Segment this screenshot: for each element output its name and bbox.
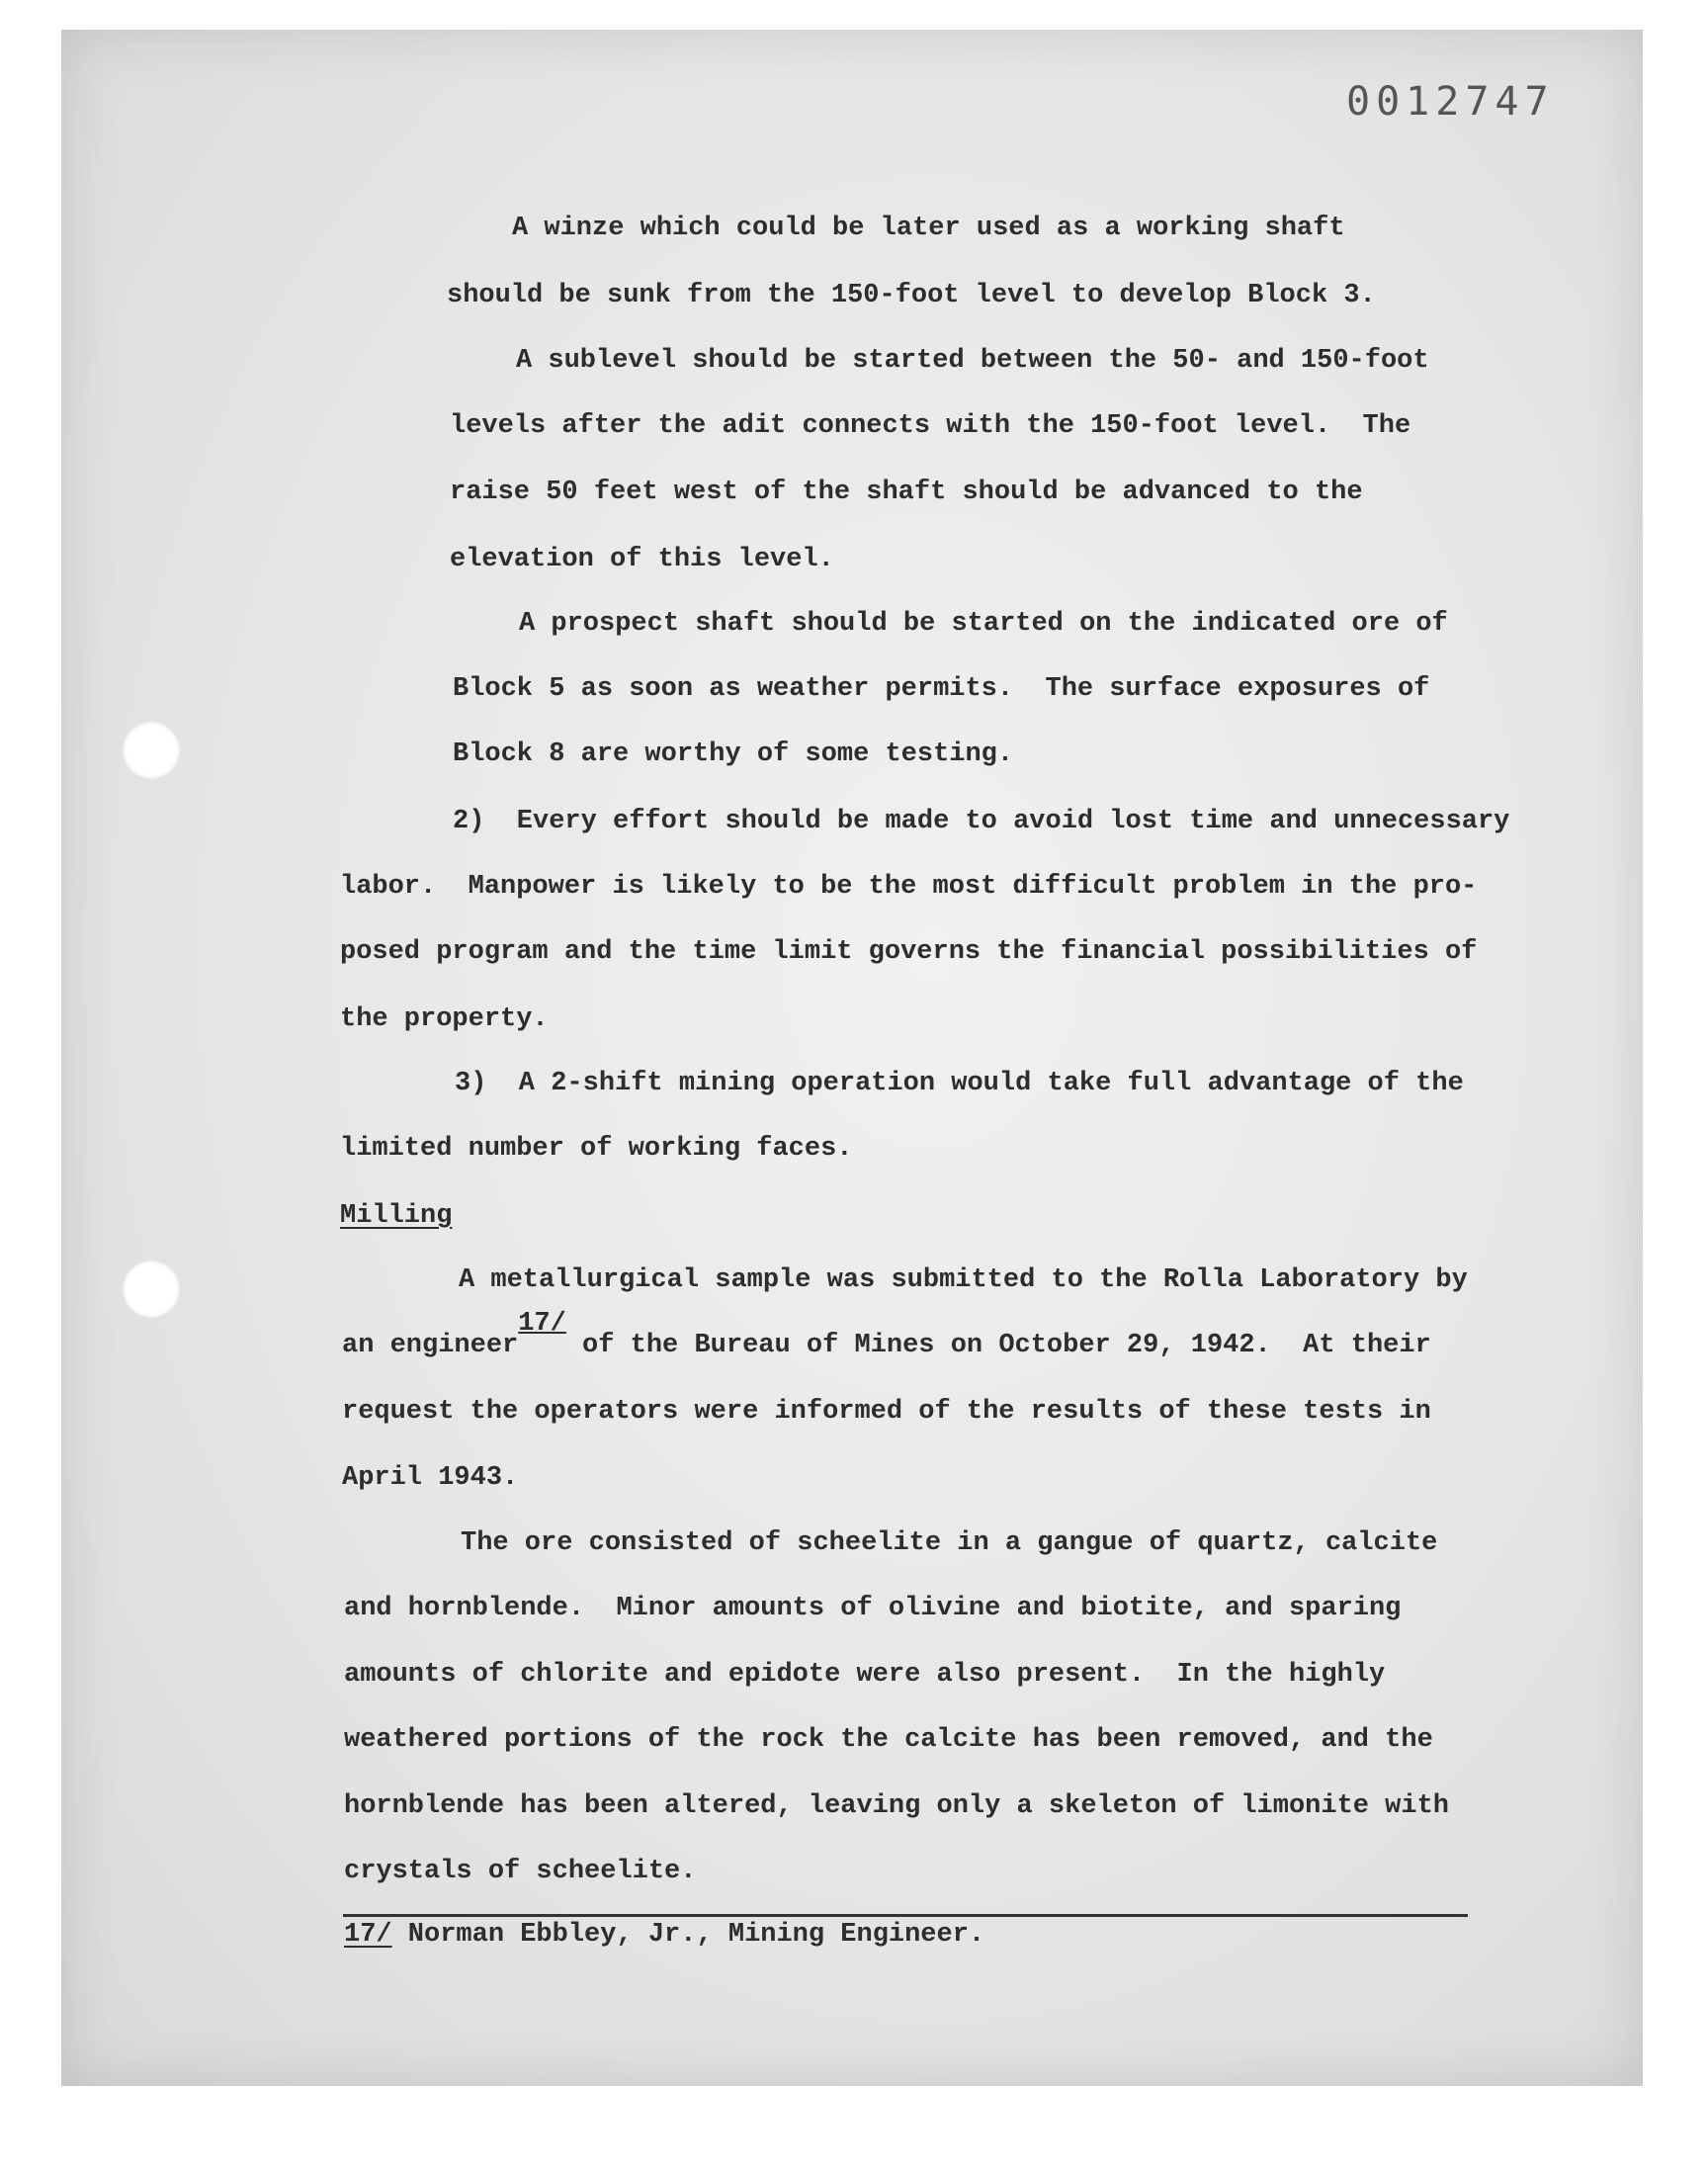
footnote-reference: 17/ [518,1309,566,1339]
text-line: the property. [340,1004,549,1034]
text-fragment: an engineer [342,1331,519,1360]
text-line: amounts of chlorite and epidote were also present. In the highly [344,1660,1386,1690]
text-line: and hornblende. Minor amounts of olivine and biotite, and sparing [344,1594,1402,1623]
text-line: levels after the adit connects with the 150-foot level. The [450,411,1411,441]
text-line [342,1309,1431,1362]
text-line: Block 8 are worthy of some testing. [453,740,1014,769]
footnote-rule [343,1914,1468,1917]
section-heading: Milling [340,1201,453,1231]
text-line: limited number of working faces. [340,1134,853,1164]
punch-hole [123,722,180,779]
text-line: Block 5 as soon as weather permits. The surface exposures of [453,674,1430,704]
text-line: raise 50 feet west of the shaft should be advanced to the [450,478,1363,507]
text-fragment: of the Bureau of Mines on October 29, 1942. At their [565,1331,1431,1360]
text-line: April 1943. [342,1463,519,1493]
text-line: crystals of scheelite. [344,1857,697,1886]
text-line: A sublevel should be started between the 50- and 150-foot [516,346,1429,376]
text-line: The ore consisted of scheelite in a gangue of quartz, calcite [461,1528,1438,1558]
text-line: labor. Manpower is likely to be the most difficult problem in the pro- [340,872,1478,902]
text-line: weathered portions of the rock the calcite has been removed, and the [344,1725,1433,1755]
text-line: posed program and the time limit governs the financial possibilities of [340,937,1478,967]
page-number: 0012747 [1346,79,1555,125]
scanned-page [61,30,1643,2086]
text-line: A metallurgical sample was submitted to the Rolla Laboratory by [459,1265,1468,1295]
text-line: A winze which could be later used as a working shaft [512,214,1345,243]
footnote-marker: 17/ [344,1920,392,1950]
punch-hole [123,1261,180,1318]
footnote [344,1918,984,1952]
footnote-text: Norman Ebbley, Jr., Mining Engineer. [391,1920,985,1950]
text-line: A prospect shaft should be started on the indicated ore of [519,609,1448,639]
text-line: should be sunk from the 150-foot level to develop Block 3. [447,281,1376,310]
text-line: 2) Every effort should be made to avoid lost time and unnecessary [453,807,1510,836]
text-line: elevation of this level. [450,545,834,574]
text-line: 3) A 2-shift mining operation would take full advantage of the [455,1069,1464,1098]
text-line: hornblende has been altered, leaving only a skeleton of limonite with [344,1791,1449,1821]
text-line: request the operators were informed of the results of these tests in [342,1397,1431,1427]
